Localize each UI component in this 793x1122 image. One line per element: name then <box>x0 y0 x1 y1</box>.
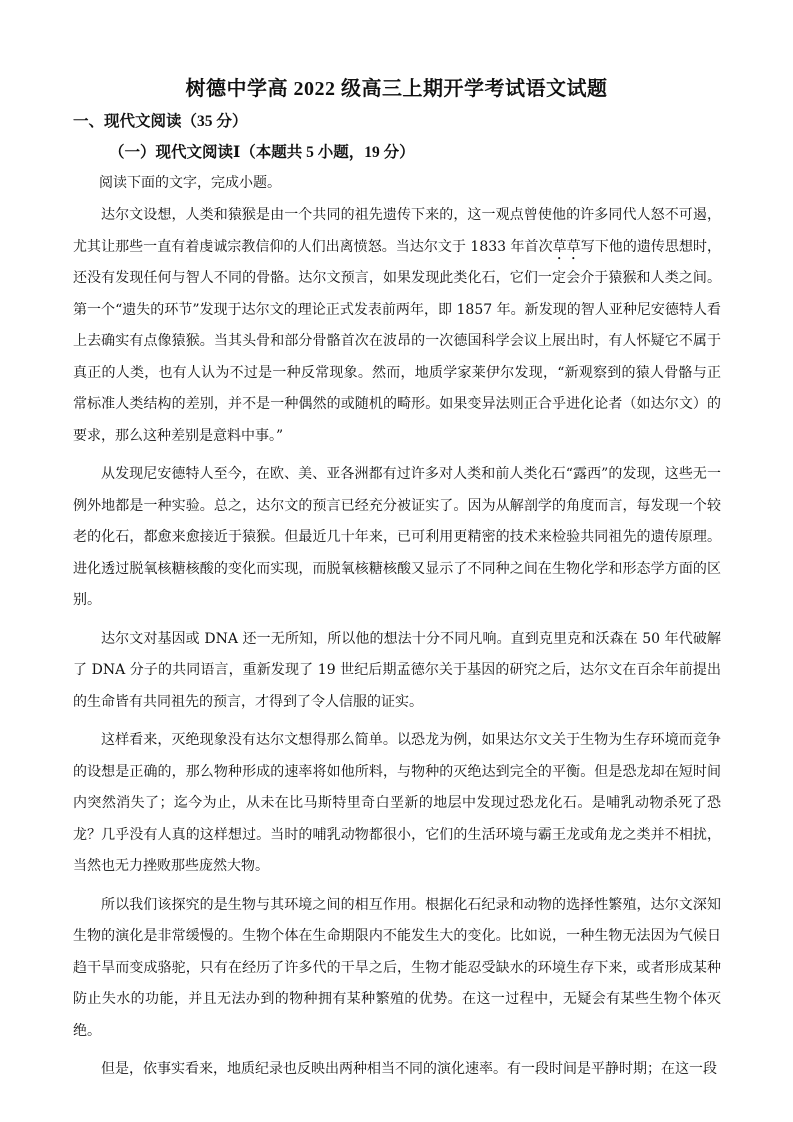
article-body <box>73 200 721 1086</box>
paragraph-6: 但是，依事实看来，地质纪录也反映出两种相当不同的演化速率。有一段时间是平静时期；在这一段 <box>101 1061 717 1077</box>
paragraph-1-text-after: 写下他的遗传思想时，还没有发现任何与智人不同的骨骼。达尔文预言，如果发现此类化石，它们一定会介于猿猴和人类之间。第一个“遗失的环节”发现于达尔文的理论正式发表前两年，即 1857 年。新发现的智人亚种尼安德特人看上去确实有点像猿猴。当其头骨和部分骨骼首次在波昂的一次德国科学会议上展出时，有人怀疑它不属于真正的人类，也有人认为不过是一种反常现象。然而，地质学家莱伊尔发现，“新观察到的猿人骨骼与正常标准人类结构的差别，并不是一种偶然的或随机的畸形。如果变异法则正合乎进化论者（如达尔文）的要求，那么这种差别是意料中事。” <box>73 238 722 444</box>
paragraph-2: 从发现尼安德特人至今，在欧、美、亚各洲都有过许多对人类和前人类化石“露西”的发现，这些无一例外地都是一种实验。总之，达尔文的预言已经充分被证实了。因为从解剖学的角度而言，每发现一个较老的化石，都愈来愈接近于猿猴。但最近几十年来，已可利用更精密的技术来检验共同祖先的遗传原理。进化透过脱氧核糖核酸的变化而实现，而脱氧核糖核酸又显示了不同种之间在生物化学和形态学方面的区别。 <box>73 466 721 608</box>
paragraph-3: 达尔文对基因或 DNA 还一无所知，所以他的想法十分不同凡响。直到克里克和沃森在 50 年代破解了 DNA 分子的共同语言，重新发现了 19 世纪后期孟德尔关于基因的研究之后，达尔文在百余年前提出的生命皆有共同祖先的预言，才得到了令人信服的证实。 <box>73 630 721 710</box>
page-title: 树德中学高 2022 级高三上期开学考试语文试题 <box>185 78 608 100</box>
reading-instruction: 阅读下面的文字，完成小题。 <box>99 175 281 191</box>
emphasized-word: 草草 <box>552 238 581 255</box>
section-heading: 一、现代文阅读（35 分） <box>73 113 248 130</box>
sub-section-heading: （一）现代文阅读Ⅰ（本题共 5 小题，19 分） <box>109 144 415 161</box>
paragraph-4: 这样看来，灭绝现象没有达尔文想得那么简单。以恐龙为例，如果达尔文关于生物为生存环境而竞争的设想是正确的，那么物种形成的速率将如他所料，与物种的灭绝达到完全的平衡。但是恐龙却在短时间内突然消失了；迄今为止，从未在比马斯特里奇白垩新的地层中发现过恐龙化石。是哺乳动物杀死了恐龙？几乎没有人真的这样想过。当时的哺乳动物都很小，它们的生活环境与霸王龙或角龙之类并不相扰，当然也无力挫败那些庞然大物。 <box>73 732 721 874</box>
paragraph-1 <box>73 200 721 452</box>
paragraph-1-text: 达尔文设想，人类和猿猴是由一个共同的祖先遗传下来的，这一观点曾使他的许多同代人怒不可遏，尤其让那些一直有着虔诚宗教信仰的人们出离愤怒。当达尔文于 1833 年首次 <box>73 207 721 255</box>
paragraph-5: 所以我们该探究的是生物与其环境之间的相互作用。根据化石纪录和动物的选择性繁殖，达尔文深知生物的演化是非常缓慢的。生物个体在生命期限内不能发生大的变化。比如说，一种生物无法因为气候日趋干旱而变成骆驼，只有在经历了许多代的干旱之后，生物才能忍受缺水的环境生存下来，或者形成某种防止失水的功能，并且无法办到的物种拥有某种繁殖的优势。在这一过程中，无疑会有某些生物个体灭绝。 <box>73 896 721 1039</box>
